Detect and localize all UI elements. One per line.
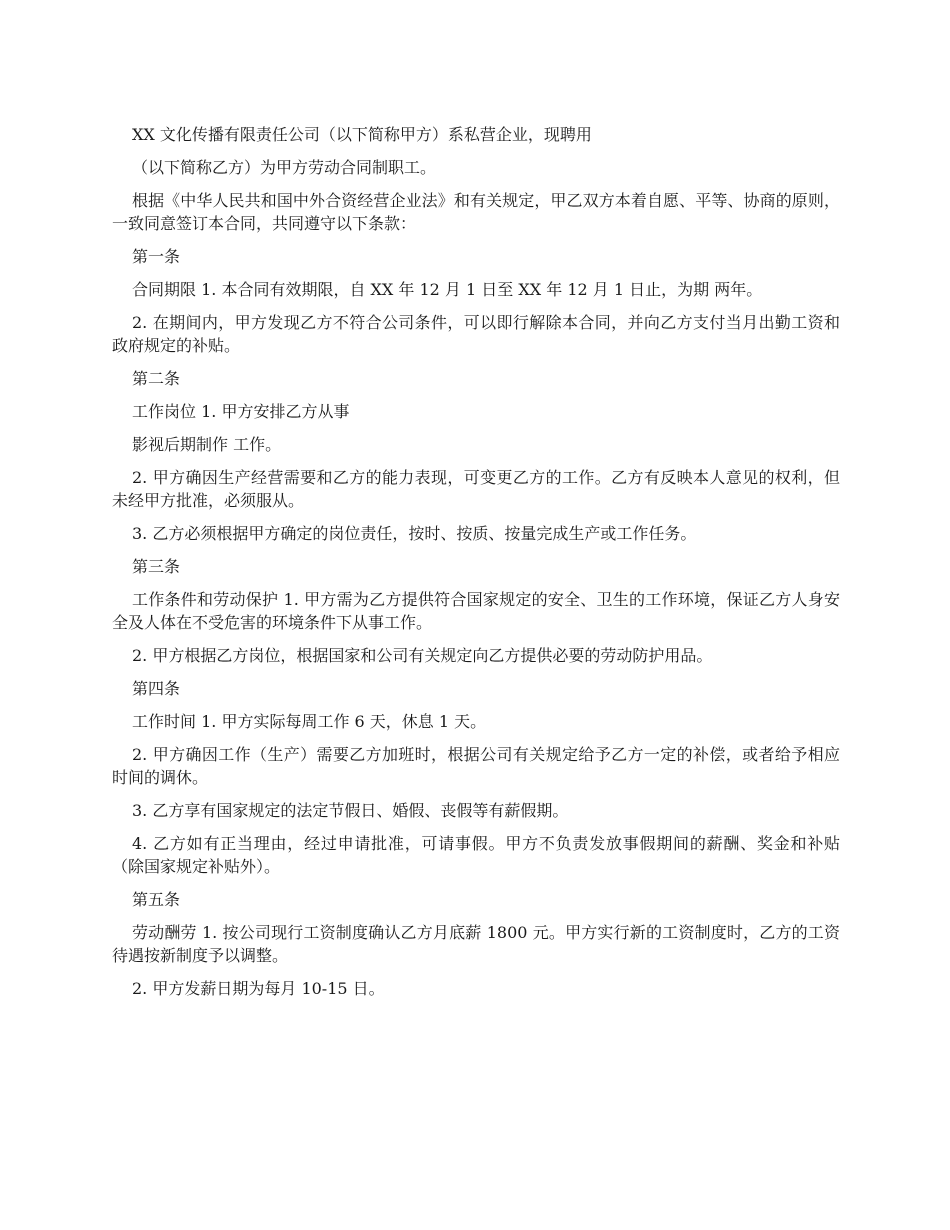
intro-paragraph-1: XX 文化传播有限责任公司（以下简称甲方）系私营企业，现聘用 <box>132 125 592 144</box>
article-2-clause-1: 工作岗位 1. 甲方安排乙方从事 <box>132 402 350 421</box>
article-4-clause-4: 4. 乙方如有正当理由，经过申请批准，可请事假。甲方不负责发放事假期间的薪酬、奖金和补贴（除国家规定补贴外）。 <box>112 834 840 876</box>
article-2-clause-2: 2. 甲方确因生产经营需要和乙方的能力表现，可变更乙方的工作。乙方有反映本人意见的权利，但未经甲方批准，必须服从。 <box>112 468 840 510</box>
article-1-clause-1: 合同期限 1. 本合同有效期限，自 XX 年 12 月 1 日至 XX 年 12 月 1 日止，为期 两年。 <box>132 280 763 299</box>
document-body <box>112 123 840 1010</box>
article-3-heading: 第三条 <box>132 557 181 576</box>
article-4-clause-1: 工作时间 1. 甲方实际每周工作 6 天，休息 1 天。 <box>132 712 487 731</box>
article-5-clause-2: 2. 甲方发薪日期为每月 10-15 日。 <box>132 979 385 998</box>
intro-paragraph-2: （以下简称乙方）为甲方劳动合同制职工。 <box>132 158 437 177</box>
article-5-heading: 第五条 <box>132 890 181 909</box>
intro-paragraph-3: 根据《中华人民共和国中外合资经营企业法》和有关规定，甲乙双方本着自愿、平等、协商的原则，一致同意签订本合同，共同遵守以下条款： <box>112 191 840 233</box>
article-2-heading: 第二条 <box>132 369 181 388</box>
article-3-clause-2: 2. 甲方根据乙方岗位，根据国家和公司有关规定向乙方提供必要的劳动防护用品。 <box>132 646 713 665</box>
article-2-clause-1-cont: 影视后期制作 工作。 <box>132 435 282 454</box>
article-3-clause-1: 工作条件和劳动保护 1. 甲方需为乙方提供符合国家规定的安全、卫生的工作环境，保证乙方人身安全及人体在不受危害的环境条件下从事工作。 <box>112 590 840 632</box>
article-2-clause-3: 3. 乙方必须根据甲方确定的岗位责任，按时、按质、按量完成生产或工作任务。 <box>132 524 697 543</box>
article-5-clause-1: 劳动酬劳 1. 按公司现行工资制度确认乙方月底薪 1800 元。甲方实行新的工资制度时，乙方的工资待遇按新制度予以调整。 <box>112 923 840 965</box>
article-1-heading: 第一条 <box>132 247 181 266</box>
article-4-clause-3: 3. 乙方享有国家规定的法定节假日、婚假、丧假等有薪假期。 <box>132 801 569 820</box>
article-4-heading: 第四条 <box>132 679 181 698</box>
article-1-clause-2: 2. 在期间内，甲方发现乙方不符合公司条件，可以即行解除本合同，并向乙方支付当月出勤工资和政府规定的补贴。 <box>112 313 840 355</box>
article-4-clause-2: 2. 甲方确因工作（生产）需要乙方加班时，根据公司有关规定给予乙方一定的补偿，或者给予相应时间的调休。 <box>112 745 840 787</box>
